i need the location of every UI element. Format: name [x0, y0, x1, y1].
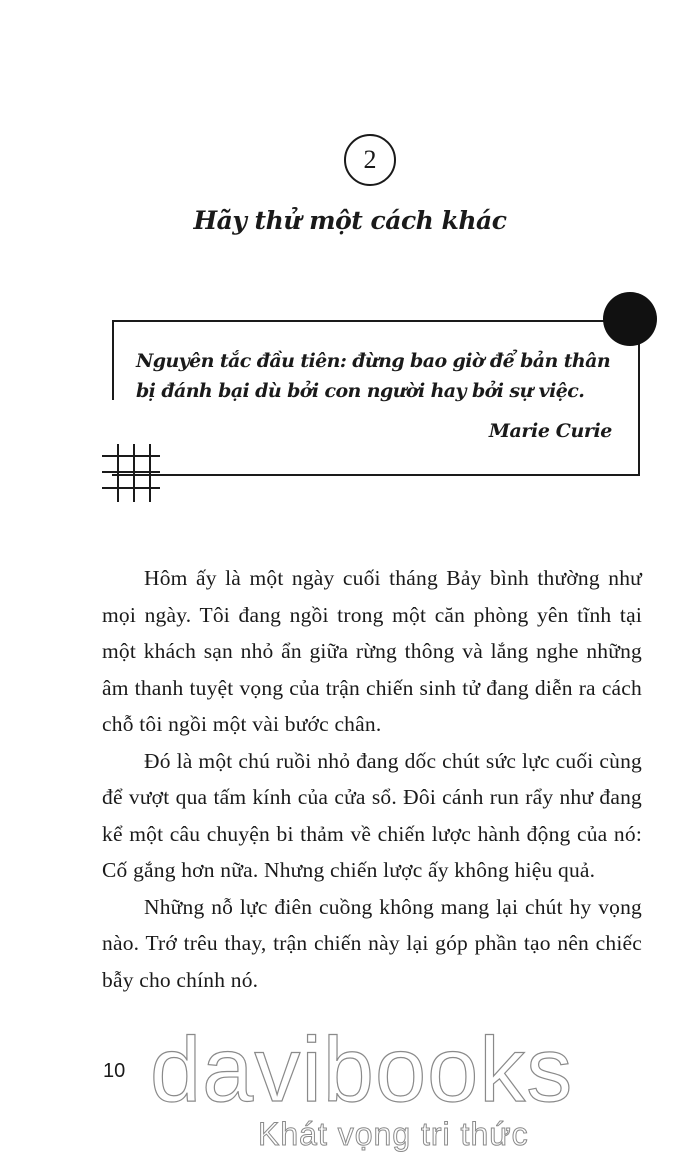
- paragraph-2: Đó là một chú ruồi nhỏ đang dốc chút sức lực cuối cùng để vượt qua tấm kính của cửa sổ. Đôi cánh run rẩy như đang kể một câu chuyện bi thảm về chiến lược hành động của nó: Cố gắng hơn nữa. Nhưng chiến lược ấy không hiệu quả.: [102, 748, 642, 882]
- paragraph-3: Những nỗ lực điên cuồng không mang lại chút hy vọng nào. Trớ trêu thay, trận chiến này lại góp phần tạo nên chiếc bẫy cho chính nó.: [102, 894, 642, 992]
- watermark-tagline: Khát vọng tri thức: [258, 1116, 529, 1152]
- chapter-number: 2: [344, 134, 396, 186]
- paragraph-1: Hôm ấy là một ngày cuối tháng Bảy bình thường như mọi ngày. Tôi đang ngồi trong một căn phòng yên tĩnh tại một khách sạn nhỏ ẩn giữa rừng thông và lắng nghe những âm thanh tuyệt vọng của trận chiến sinh tử đang diễn ra cách chỗ tôi ngồi một vài bước chân.: [102, 566, 642, 736]
- epigraph-quote: Nguyên tắc đầu tiên: đừng bao giờ để bản thân bị đánh bại dù bởi con người hay bởi sự việc.: [136, 350, 611, 402]
- body-text: [102, 560, 642, 998]
- black-dot-icon: [603, 292, 657, 346]
- watermark-brand: davibooks: [150, 1019, 574, 1121]
- epigraph-author: Marie Curie: [488, 420, 612, 442]
- page-number: 10: [103, 1060, 126, 1082]
- quote-frame-left-line: [112, 320, 114, 400]
- chapter-title: Hãy thử một cách khác: [193, 206, 507, 235]
- grid-icon: [102, 440, 166, 504]
